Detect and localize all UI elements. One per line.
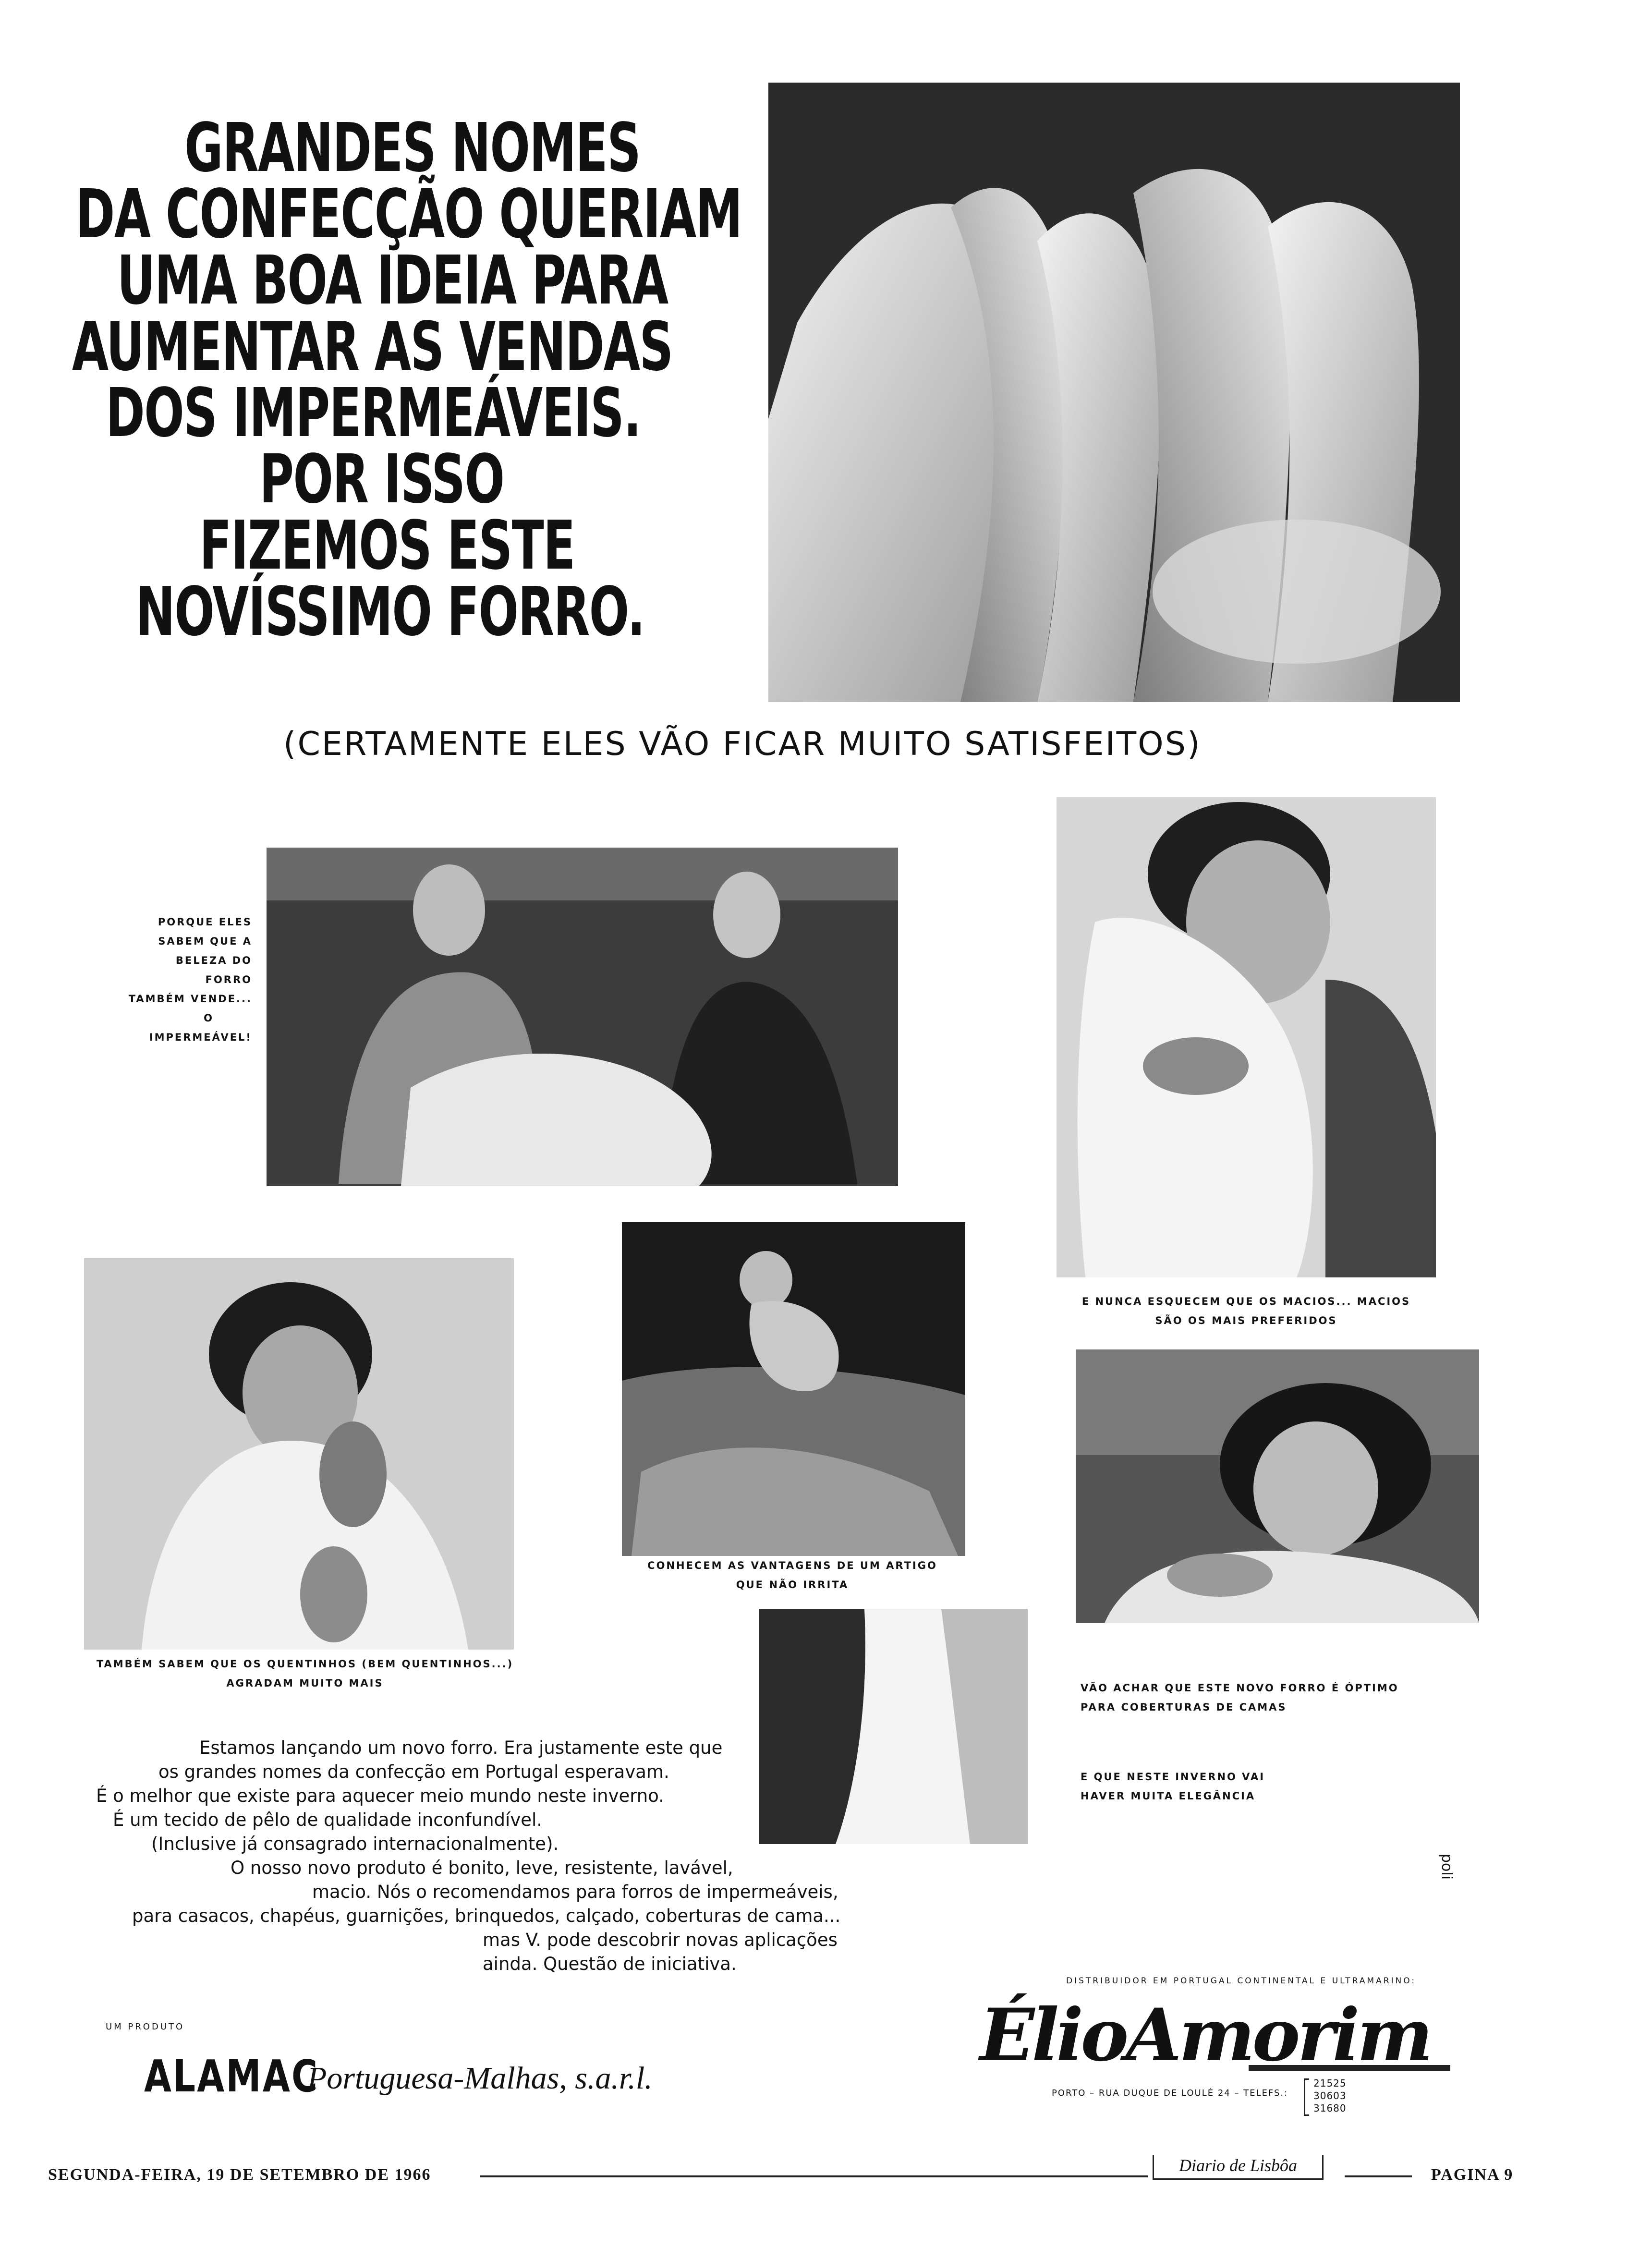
caption-line: TAMBÉM SABEM QUE OS QUENTINHOS (BEM QUENTINHOS...) — [96, 1658, 514, 1670]
caption-line: O — [204, 1012, 214, 1024]
headline-line: NOVÍSSIMO FORRO. — [135, 573, 644, 651]
caption-line: IMPERMEÁVEL! — [149, 1032, 252, 1043]
caption-baby — [595, 1556, 989, 1594]
headline-line: AUMENTAR AS VENDAS — [72, 308, 673, 386]
caption-line: PORQUE ELES — [158, 916, 252, 928]
body-line: para casacos, chapéus, guarnições, brinquedos, calçado, coberturas de cama... — [132, 1906, 841, 1926]
footer-paper-title: Diario de Lisbôa — [1178, 2156, 1298, 2175]
footer-rule-left — [480, 2175, 1148, 2177]
headline-line: DOS IMPERMEÁVEIS. — [106, 374, 641, 452]
baby-illustration — [622, 1222, 965, 1556]
caption-line: VÃO ACHAR QUE ESTE NOVO FORRO É ÓPTIMO — [1081, 1682, 1399, 1694]
caption-line: AGRADAM MUITO MAIS — [226, 1677, 384, 1689]
photo-fabric-folds — [768, 83, 1460, 702]
headline-line: POR ISSO — [259, 440, 504, 519]
caption-line: PARA COBERTURAS DE CAMAS — [1081, 1701, 1287, 1713]
photo-woman-pillow — [1076, 1349, 1479, 1623]
caption-line: TAMBÉM VENDE... — [128, 993, 252, 1005]
photo-woman-hug — [1057, 797, 1436, 1277]
footer-page-number: PAGINA 9 — [1431, 2166, 1514, 2184]
woman-pillow-illustration — [1076, 1349, 1479, 1623]
caption-line: E QUE NESTE INVERNO VAI — [1081, 1771, 1265, 1783]
headline — [72, 109, 742, 651]
caption-coat-detail — [1081, 1767, 1369, 1806]
body-line: os grandes nomes da confecção em Portugal esperavam. — [158, 1761, 669, 1782]
body-line: O nosso novo produto é bonito, leve, resistente, lavável, — [231, 1858, 733, 1878]
caption-line: CONHECEM AS VANTAGENS DE UM ARTIGO — [647, 1560, 937, 1571]
distributor-phones — [1313, 2077, 1347, 2114]
subheadline: (CERTAMENTE ELES VÃO FICAR MUITO SATISFEITOS) — [283, 725, 1202, 763]
body-copy — [96, 1736, 884, 1976]
producer-company: Portuguesa-Malhas, s.a.r.l. — [307, 2061, 653, 2096]
photo-two-men — [267, 848, 898, 1186]
distributor-logo: ÉlioAmorim — [980, 1993, 1431, 2077]
headline-line: FIZEMOS ESTE — [199, 507, 575, 585]
woman-coat-illustration — [84, 1258, 514, 1650]
caption-line: HAVER MUITA ELEGÂNCIA — [1081, 1790, 1256, 1802]
body-line: É o melhor que existe para aquecer meio mundo neste inverno. — [96, 1785, 664, 1806]
caption-woman-coat — [48, 1654, 562, 1693]
caption-line: E NUNCA ESQUECEM QUE OS MACIOS... MACIOS — [1081, 1296, 1411, 1307]
body-line: (Inclusive já consagrado internacionalmente). — [151, 1834, 559, 1854]
body-line: É um tecido de pêlo de qualidade inconfundível. — [113, 1810, 543, 1830]
body-line: Estamos lançando um novo forro. Era justamente este que — [199, 1737, 723, 1758]
caption-woman-hug — [1037, 1292, 1455, 1330]
distributor-address: PORTO – RUA DUQUE DE LOULÉ 24 – TELEFS.: — [1052, 2088, 1288, 2098]
distributor-logo-underline — [1249, 2065, 1450, 2071]
distributor-label: DISTRIBUIDOR EM PORTUGAL CONTINENTAL E ULTRAMARINO: — [1066, 1976, 1417, 1986]
phone-number: 31680 — [1313, 2102, 1347, 2114]
men-illustration — [267, 848, 898, 1186]
photo-woman-coat — [84, 1258, 514, 1650]
body-line: ainda. Questão de iniciativa. — [483, 1954, 737, 1974]
headline-line: UMA BOA IDEIA PARA — [117, 242, 668, 320]
caption-woman-pillow — [1081, 1678, 1489, 1717]
agency-mark: poli — [1438, 1854, 1455, 1880]
headline-line: GRANDES NOMES — [184, 109, 641, 187]
footer-date: SEGUNDA-FEIRA, 19 DE SETEMBRO DE 1966 — [48, 2166, 431, 2184]
photo-baby-blanket — [622, 1222, 965, 1556]
producer-label: UM PRODUTO — [106, 2022, 185, 2032]
body-line: mas V. pode descobrir novas aplicações — [483, 1930, 838, 1950]
caption-line: FORRO — [205, 974, 252, 985]
footer-rule-right — [1345, 2175, 1412, 2177]
woman-hug-illustration — [1057, 797, 1436, 1277]
phone-number: 21525 — [1313, 2077, 1347, 2089]
caption-line: SÃO OS MAIS PREFERIDOS — [1155, 1315, 1337, 1326]
distributor-phone-bracket — [1304, 2078, 1309, 2116]
caption-men — [82, 912, 252, 1047]
headline-line: DA CONFECÇÃO QUERIAM — [75, 175, 742, 254]
caption-line: BELEZA DO — [175, 955, 252, 966]
fabric-illustration — [768, 83, 1460, 702]
body-line: macio. Nós o recomendamos para forros de impermeáveis, — [312, 1882, 838, 1902]
caption-line: SABEM QUE A — [158, 935, 252, 947]
producer-brand: ALAMAC — [144, 2051, 319, 2102]
footer-paper-name — [1153, 2155, 1324, 2180]
caption-line: QUE NÃO IRRITA — [736, 1579, 849, 1591]
phone-number: 30603 — [1313, 2090, 1347, 2101]
